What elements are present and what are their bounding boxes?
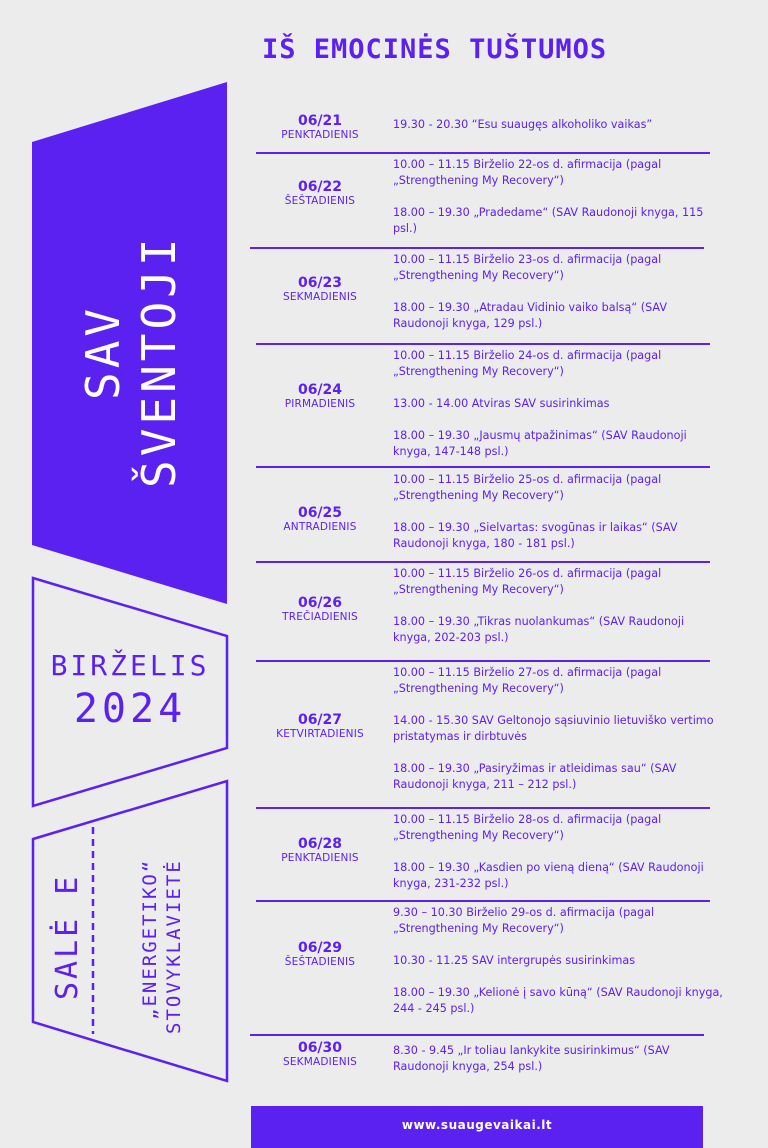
weekday: KETVIRTADIENIS xyxy=(276,728,364,740)
event: 8.30 - 9.45 „Ir toliau lankykite susirinkimus“ (SAV Raudonoji knyga, 254 psl.) xyxy=(393,1044,670,1073)
banner-line-2: ŠVENTOJI xyxy=(132,234,186,488)
banner-line-1: SAV xyxy=(76,304,130,400)
weekday: PIRMADIENIS xyxy=(284,398,356,410)
date-cell xyxy=(250,275,390,304)
weekday: ANTRADIENIS xyxy=(283,521,357,533)
events xyxy=(393,117,723,133)
venue-line-2: „ENERGETIKO“ xyxy=(139,858,161,1020)
event: 10.00 – 11.15 Birželio 28-os d. afirmacija (pagal „Strengthening My Recovery“) xyxy=(393,813,662,842)
event: 10.00 – 11.15 Birželio 24-os d. afirmacija (pagal „Strengthening My Recovery“) xyxy=(393,349,662,378)
event: 9.30 – 10.30 Birželio 29-os d. afirmacija (pagal „Strengthening My Recovery“) xyxy=(393,906,655,935)
event: 14.00 - 15.30 SAV Geltonojo sąsiuvinio lietuviško vertimo pristatymas ir dirbtuvės xyxy=(393,714,714,743)
event: 18.00 – 19.30 „Sielvartas: svogūnas ir laikas“ (SAV Raudonoji knyga, 180 - 181 psl.) xyxy=(393,521,678,550)
date-cell xyxy=(250,595,390,624)
page-title: IŠ EMOCINĖS TUŠTUMOS xyxy=(262,34,608,65)
events xyxy=(393,665,723,793)
event: 18.00 – 19.30 „Kasdien po vieną dieną“ (SAV Raudonoji knyga, 231-232 psl.) xyxy=(393,861,704,890)
schedule-row xyxy=(250,345,710,468)
date: 06/22 xyxy=(297,179,343,195)
schedule-row xyxy=(250,662,714,809)
weekday: PENKTADIENIS xyxy=(281,852,359,864)
date-cell xyxy=(250,382,390,411)
schedule-row xyxy=(250,154,710,249)
website-link[interactable]: www.suaugevaikai.lt xyxy=(251,1106,703,1148)
events xyxy=(393,252,723,332)
weekday: SEKMADIENIS xyxy=(282,1056,358,1068)
date-cell xyxy=(250,1040,390,1069)
date: 06/26 xyxy=(297,595,343,611)
event: 10.00 – 11.15 Birželio 22-os d. afirmacija (pagal „Strengthening My Recovery“) xyxy=(393,158,662,187)
events xyxy=(393,1043,723,1075)
date: 06/29 xyxy=(297,940,343,956)
date: 06/27 xyxy=(297,712,343,728)
events xyxy=(393,566,723,646)
weekday: ŠEŠTADIENIS xyxy=(284,956,356,968)
event: 18.00 – 19.30 „Tikras nuolankumas“ (SAV Raudonoji knyga, 202-203 psl.) xyxy=(393,615,685,644)
events xyxy=(393,905,723,1017)
date: 06/28 xyxy=(297,836,343,852)
date: 06/24 xyxy=(297,382,343,398)
events xyxy=(393,348,723,460)
schedule-row xyxy=(250,809,710,902)
weekday: SEKMADIENIS xyxy=(282,291,358,303)
venue-line-3: STOVYKLAVIETĖ xyxy=(163,859,185,1034)
date-cell xyxy=(250,940,390,969)
event: 13.00 - 14.00 Atviras SAV susirinkimas xyxy=(393,397,610,410)
weekday: TREČIADIENIS xyxy=(282,611,358,623)
schedule-row xyxy=(250,249,710,345)
event: 18.00 – 19.30 „Jausmų atpažinimas“ (SAV Raudonoji knyga, 147-148 psl.) xyxy=(393,429,687,458)
weekday: PENKTADIENIS xyxy=(281,129,359,141)
event: 10.00 – 11.15 Birželio 23-os d. afirmacija (pagal „Strengthening My Recovery“) xyxy=(393,253,662,282)
date: 06/21 xyxy=(297,113,343,129)
date-cell xyxy=(250,179,390,208)
event: 10.00 – 11.15 Birželio 26-os d. afirmacija (pagal „Strengthening My Recovery“) xyxy=(393,567,662,596)
venue-line-1: SALĖ E xyxy=(50,873,85,1000)
event: 18.00 – 19.30 „Pradedame“ (SAV Raudonoji knyga, 115 psl.) xyxy=(393,206,704,235)
month-name: BIRŽELIS xyxy=(50,649,210,682)
date-cell xyxy=(250,712,390,741)
event: 10.30 - 11.25 SAV intergrupės susirinkimas xyxy=(393,954,636,967)
date-cell xyxy=(250,836,390,865)
event: 19.30 - 20.30 “Esu suaugęs alkoholiko vaikas” xyxy=(393,118,653,131)
month-year: 2024 xyxy=(73,686,187,732)
schedule-row xyxy=(250,563,710,662)
events xyxy=(393,472,723,552)
date: 06/23 xyxy=(297,275,343,291)
weekday: ŠEŠTADIENIS xyxy=(284,195,356,207)
date: 06/25 xyxy=(297,505,343,521)
schedule-row xyxy=(250,902,723,1036)
events xyxy=(393,812,723,892)
schedule-row xyxy=(250,100,710,154)
event: 10.00 – 11.15 Birželio 27-os d. afirmacija (pagal „Strengthening My Recovery“) xyxy=(393,666,662,695)
event: 18.00 – 19.30 „Kelionė į savo kūną“ (SAV Raudonoji knyga, 244 - 245 psl.) xyxy=(393,986,723,1015)
event: 10.00 – 11.15 Birželio 25-os d. afirmacija (pagal „Strengthening My Recovery“) xyxy=(393,473,662,502)
date-cell xyxy=(250,505,390,534)
date-cell xyxy=(250,113,390,142)
schedule-row xyxy=(250,1036,710,1086)
event: 18.00 – 19.30 „Atradau Vidinio vaiko balsą“ (SAV Raudonoji knyga, 129 psl.) xyxy=(393,301,667,330)
event: 18.00 – 19.30 „Pasiryžimas ir atleidimas sau“ (SAV Raudonoji knyga, 211 – 212 psl.) xyxy=(393,762,677,791)
schedule-row xyxy=(250,468,710,563)
events xyxy=(393,157,723,237)
date: 06/30 xyxy=(297,1040,343,1056)
